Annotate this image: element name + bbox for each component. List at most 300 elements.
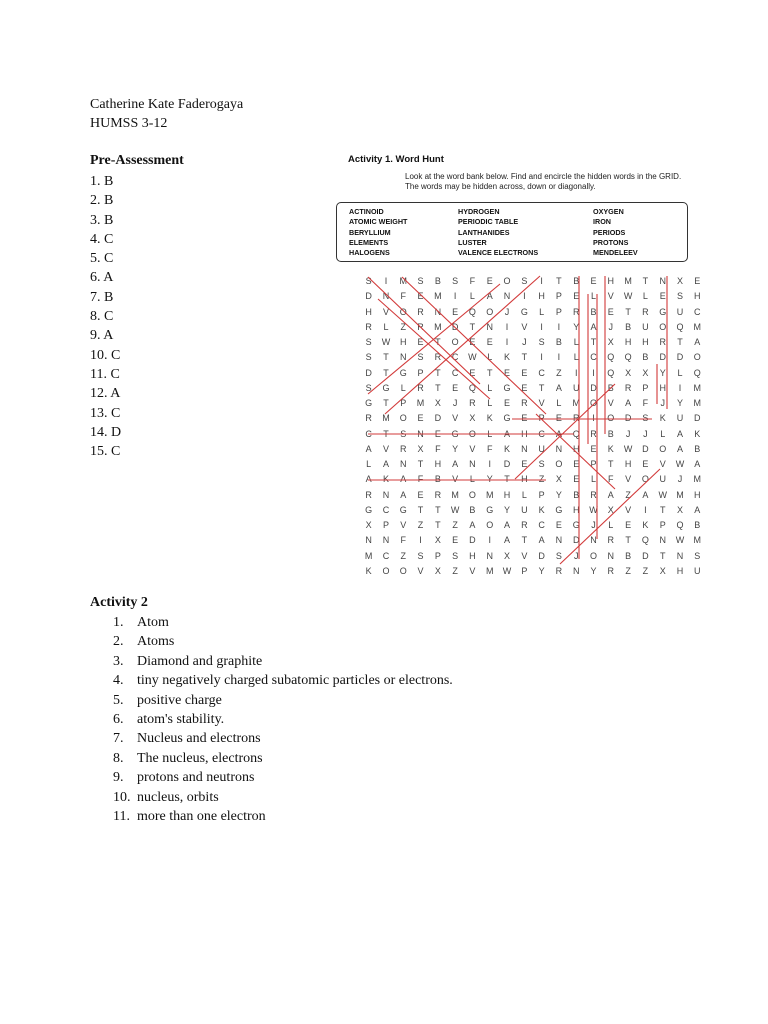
answer-number: 2. (113, 634, 124, 650)
grid-letter: T (504, 474, 510, 485)
grid-letter: E (469, 367, 476, 378)
grid-letter: G (365, 504, 373, 515)
grid-letter: W (675, 535, 685, 546)
word-bank-word: IRON (593, 217, 611, 227)
grid-letter: X (504, 550, 511, 561)
grid-letter: M (572, 398, 580, 408)
grid-letter: M (364, 550, 373, 561)
activity1-title: Activity 1. Word Hunt (348, 154, 444, 165)
grid-letter: O (399, 306, 407, 317)
grid-letter: E (417, 413, 424, 424)
grid-letter: S (452, 276, 459, 286)
word-bank-word: PERIODIC TABLE (458, 217, 519, 227)
grid-letter: V (469, 443, 476, 454)
grid-letter: S (417, 550, 424, 561)
grid-letter: F (435, 443, 441, 454)
grid-letter: I (384, 276, 388, 286)
grid-letter: L (487, 428, 493, 439)
grid-letter: B (590, 306, 597, 317)
grid-letter: G (365, 398, 373, 408)
grid-letter: V (469, 565, 476, 576)
grid-letter: E (659, 291, 666, 302)
word-bank-word: HYDROGEN (458, 207, 500, 216)
grid-letter: X (434, 398, 441, 408)
grid-letter: I (540, 321, 543, 332)
grid-letter: B (625, 321, 632, 332)
grid-letter: M (693, 382, 702, 393)
grid-letter: X (625, 367, 632, 378)
grid-letter: T (417, 504, 424, 515)
grid-letter: P (659, 520, 666, 530)
answer-text: more than one electron (137, 809, 266, 825)
grid-letter: J (504, 306, 510, 317)
grid-letter: E (590, 276, 597, 286)
grid-letter: S (694, 550, 701, 561)
strike-line (536, 414, 615, 489)
grid-letter: X (607, 337, 614, 347)
grid-letter: O (451, 337, 459, 347)
grid-letter: G (503, 382, 511, 393)
grid-letter: A (365, 474, 372, 485)
answer-item (113, 749, 453, 768)
grid-letter: N (486, 321, 493, 332)
grid-letter: T (659, 504, 666, 515)
word-bank-column (349, 207, 407, 258)
letter-grid (360, 274, 706, 579)
grid-letter: P (555, 291, 562, 302)
grid-letter: H (538, 291, 545, 302)
grid-letter: N (434, 306, 442, 317)
grid-letter: F (417, 474, 424, 485)
grid-letter: E (555, 413, 562, 424)
grid-letter: X (434, 565, 441, 576)
answer-item: 3. B (90, 212, 114, 228)
grid-letter: E (452, 382, 459, 393)
grid-letter: I (592, 413, 595, 424)
grid-letter: O (399, 565, 407, 576)
grid-letter: A (676, 443, 683, 454)
grid-letter: A (625, 398, 632, 408)
grid-letter: H (434, 459, 442, 469)
grid-letter: V (607, 398, 614, 408)
answer-number: 1. (113, 615, 124, 630)
grid-letter: G (399, 367, 407, 378)
grid-letter: I (505, 321, 509, 332)
grid-letter: P (521, 565, 528, 576)
grid-letter: A (694, 459, 701, 469)
grid-letter: H (694, 489, 701, 500)
grid-letter: C (382, 504, 390, 515)
grid-letter: E (452, 306, 459, 317)
grid-letter: K (365, 565, 372, 576)
grid-letter: Q (607, 367, 615, 378)
word-bank-word: ELEMENTS (349, 237, 389, 247)
answer-item: 2. B (90, 193, 114, 209)
answer-item: 12. A (90, 386, 121, 402)
grid-letter: R (469, 398, 476, 408)
grid-letter: W (589, 504, 598, 515)
answer-item (113, 671, 453, 690)
grid-letter: N (590, 535, 597, 546)
grid-letter: R (521, 520, 528, 530)
strike-line (368, 284, 500, 394)
grid-letter: N (399, 459, 407, 469)
grid-letter: Y (659, 367, 666, 378)
grid-letter: G (382, 382, 390, 393)
grid-letter: M (451, 489, 459, 500)
grid-letter: N (486, 550, 493, 561)
grid-letter: D (365, 367, 372, 378)
grid-letter: C (694, 306, 701, 317)
grid-letter: M (693, 398, 702, 408)
grid-letter: M (485, 565, 494, 576)
grid-letter: E (417, 337, 424, 347)
grid-letter: K (486, 413, 493, 424)
grid-letter: Y (504, 504, 511, 515)
grid-letter: C (382, 550, 390, 561)
grid-letter: G (486, 504, 494, 515)
grid-letter: T (625, 306, 631, 317)
grid-letter: S (400, 428, 407, 439)
grid-letter: E (521, 382, 528, 393)
grid-letter: W (502, 565, 512, 576)
grid-letter: Y (538, 565, 545, 576)
grid-letter: E (521, 459, 528, 469)
grid-letter: N (382, 535, 390, 546)
answer-number: 9. (113, 770, 124, 786)
grid-letter: G (520, 306, 528, 317)
answer-number: 5. (113, 692, 124, 708)
grid-letter: B (694, 443, 701, 454)
grid-letter: U (538, 443, 545, 454)
pre-assessment-answers (90, 172, 184, 461)
grid-letter: H (503, 489, 511, 500)
grid-letter: A (469, 520, 476, 530)
grid-letter: O (590, 550, 598, 561)
grid-letter: L (608, 520, 614, 530)
answer-item: 10. C (90, 347, 121, 363)
grid-letter: F (400, 535, 406, 546)
grid-letter: Y (590, 565, 597, 576)
answer-item: 15. C (90, 444, 121, 460)
grid-letter: E (694, 276, 701, 286)
grid-letter: X (676, 504, 683, 515)
grid-letter: F (486, 443, 493, 454)
grid-letter: Z (642, 565, 649, 576)
grid-letter: B (573, 276, 580, 286)
grid-letter: D (503, 459, 511, 469)
grid-letter: K (694, 428, 701, 439)
grid-letter: E (625, 520, 632, 530)
grid-letter: E (573, 474, 580, 485)
pre-assessment-title: Pre-Assessment (90, 153, 184, 168)
grid-letter: O (399, 413, 407, 424)
grid-letter: W (623, 291, 633, 302)
grid-letter: A (400, 489, 407, 500)
grid-letter: X (676, 276, 683, 286)
grid-letter: S (676, 291, 683, 302)
grid-letter: A (538, 535, 545, 546)
grid-letter: O (693, 352, 701, 363)
grid-letter: G (572, 520, 580, 530)
word-bank-word: LUSTER (458, 237, 487, 247)
grid-letter: Q (468, 306, 476, 317)
grid-letter: X (417, 443, 424, 454)
grid-letter: C (451, 367, 459, 378)
grid-letter: T (435, 337, 441, 347)
grid-letter: K (659, 413, 666, 424)
grid-letter: I (523, 291, 526, 302)
grid-letter: R (417, 382, 424, 393)
grid-letter: E (452, 535, 459, 546)
grid-letter: O (382, 565, 390, 576)
answer-item: 13. C (90, 405, 121, 421)
grid-letter: I (644, 504, 647, 515)
grid-letter: F (400, 291, 406, 302)
grid-letter: W (623, 443, 633, 454)
grid-letter: W (381, 337, 391, 347)
grid-letter: V (521, 321, 528, 332)
grid-letter: U (642, 321, 649, 332)
answer-item: 6. A (90, 270, 114, 286)
grid-letter: I (453, 291, 457, 302)
answer-item (113, 788, 453, 807)
grid-letter: T (486, 367, 493, 378)
grid-letter: C (538, 367, 545, 378)
grid-letter: H (624, 459, 632, 469)
grid-letter: G (399, 504, 407, 515)
grid-letter: H (572, 443, 580, 454)
grid-letter: Z (452, 520, 458, 530)
grid-letter: O (486, 306, 494, 317)
grid-letter: H (521, 474, 528, 485)
grid-letter: Y (573, 321, 580, 332)
grid-letter: J (608, 321, 614, 332)
answer-item (113, 691, 453, 710)
grid-letter: V (538, 398, 545, 408)
grid-letter: B (642, 352, 649, 363)
grid-letter: S (365, 337, 372, 347)
grid-letter: P (434, 550, 441, 561)
answer-item (113, 710, 453, 729)
grid-letter: R (624, 382, 632, 393)
answer-item: 8. C (90, 309, 114, 325)
answer-item (113, 652, 453, 671)
grid-letter: S (538, 337, 545, 347)
grid-letter: S (452, 550, 459, 561)
grid-letter: D (642, 550, 649, 561)
grid-letter: J (591, 520, 596, 530)
grid-letter: P (382, 520, 389, 530)
grid-letter: Y (486, 474, 493, 485)
grid-letter: D (451, 321, 459, 332)
grid-letter: J (643, 428, 648, 439)
grid-letter: Z (556, 367, 562, 378)
word-bank-column (593, 207, 638, 258)
answer-number: 4. (113, 673, 124, 689)
grid-letter: D (642, 443, 649, 454)
grid-letter: R (590, 428, 597, 439)
word-bank-word: OXYGEN (593, 207, 624, 216)
grid-letter: N (659, 535, 666, 546)
grid-letter: Y (452, 443, 459, 454)
grid-letter: Z (400, 321, 406, 332)
answer-text: Nucleus and electrons (137, 731, 261, 747)
grid-letter: J (573, 550, 579, 561)
answer-text: Atoms (137, 634, 175, 650)
grid-letter: T (677, 337, 683, 347)
grid-letter: D (659, 352, 666, 363)
grid-letter: K (382, 474, 389, 485)
grid-letter: A (676, 428, 683, 439)
grid-letter: R (399, 443, 407, 454)
grid-letter: R (417, 306, 424, 317)
grid-letter: E (573, 291, 580, 302)
grid-letter: D (469, 535, 476, 546)
answer-text: atom's stability. (137, 712, 225, 728)
grid-letter: V (659, 459, 666, 469)
grid-letter: W (450, 504, 460, 515)
grid-letter: V (382, 443, 389, 454)
grid-letter: T (521, 352, 528, 363)
answer-item (113, 807, 453, 826)
grid-letter: B (555, 337, 562, 347)
grid-letter: N (521, 443, 528, 454)
grid-letter: B (434, 276, 441, 286)
grid-letter: A (504, 428, 511, 439)
word-bank-word: BERYLLIUM (349, 227, 391, 237)
grid-letter: H (365, 306, 372, 317)
grid-letter: R (590, 489, 597, 500)
grid-letter: S (417, 352, 424, 363)
answer-item: 5. C (90, 251, 114, 267)
grid-letter: L (677, 367, 683, 378)
word-bank-word: ATOMIC WEIGHT (349, 217, 408, 227)
grid-letter: Z (625, 489, 631, 500)
grid-letter: C (538, 428, 545, 439)
grid-letter: L (469, 291, 475, 302)
grid-letter: H (521, 428, 528, 439)
grid-letter: N (555, 443, 563, 454)
grid-letter: Q (641, 535, 649, 546)
grid-letter: V (382, 306, 389, 317)
grid-letter: D (676, 352, 684, 363)
grid-letter: H (624, 337, 632, 347)
grid-letter: Z (625, 565, 631, 576)
student-header (90, 95, 243, 133)
grid-letter: F (608, 474, 614, 485)
grid-letter: O (486, 520, 494, 530)
grid-letter: A (607, 489, 614, 500)
grid-letter: M (399, 276, 407, 286)
grid-letter: N (382, 291, 390, 302)
grid-letter: H (676, 565, 684, 576)
pre-assessment-section (90, 152, 184, 461)
grid-letter: A (504, 535, 511, 546)
grid-letter: Q (676, 321, 684, 332)
grid-letter: I (540, 352, 543, 363)
activity2-answers (90, 613, 453, 826)
grid-letter: T (435, 382, 441, 393)
answer-text: Diamond and graphite (137, 653, 263, 669)
grid-letter: O (468, 489, 476, 500)
grid-letter: C (451, 352, 459, 363)
grid-letter: A (555, 382, 562, 393)
grid-letter: M (434, 291, 442, 302)
grid-letter: N (503, 291, 511, 302)
grid-letter: H (469, 550, 476, 561)
grid-letter: I (419, 535, 422, 546)
answer-item (113, 768, 453, 787)
grid-letter: A (486, 291, 493, 302)
grid-letter: S (365, 352, 372, 363)
grid-letter: B (573, 489, 580, 500)
grid-letter: J (522, 337, 527, 347)
grid-letter: T (383, 398, 389, 408)
grid-letter: P (538, 413, 545, 424)
grid-letter: N (365, 535, 372, 546)
grid-letter: R (555, 565, 563, 576)
grid-letter: I (488, 535, 491, 546)
grid-letter: H (572, 504, 580, 515)
strike-line (368, 277, 480, 384)
grid-letter: P (590, 459, 597, 469)
grid-letter: P (555, 306, 562, 317)
grid-letter: Y (676, 398, 683, 408)
grid-letter: T (435, 504, 441, 515)
grid-letter: B (434, 474, 441, 485)
answer-text: Atom (137, 615, 169, 630)
grid-letter: R (417, 321, 424, 332)
grid-letter: E (486, 337, 493, 347)
grid-letter: L (591, 474, 597, 485)
answer-number: 11. (113, 809, 130, 825)
grid-letter: R (365, 489, 372, 500)
word-bank-column (458, 207, 538, 258)
grid-letter: U (676, 306, 684, 317)
grid-letter: K (642, 520, 649, 530)
grid-letter: E (642, 459, 649, 469)
grid-letter: T (642, 276, 649, 286)
grid-letter: X (555, 474, 562, 485)
grid-letter: T (590, 337, 597, 347)
grid-letter: S (417, 276, 424, 286)
grid-letter: E (607, 306, 614, 317)
grid-letter: V (452, 474, 459, 485)
grid-letter: T (521, 535, 528, 546)
grid-letter: Z (538, 474, 545, 485)
student-name: Catherine Kate Faderogaya (90, 97, 244, 112)
answer-number: 7. (113, 731, 124, 747)
answer-number: 3. (113, 653, 124, 669)
grid-letter: M (416, 398, 425, 408)
grid-letter: M (382, 413, 390, 424)
grid-letter: X (469, 413, 476, 424)
grid-letter: H (659, 382, 666, 393)
grid-letter: D (572, 535, 580, 546)
grid-letter: Q (607, 352, 615, 363)
grid-letter: O (607, 413, 615, 424)
grid-letter: I (488, 459, 491, 469)
strike-line (560, 469, 660, 564)
grid-letter: T (383, 352, 389, 363)
grid-letter: M (693, 321, 702, 332)
grid-letter: A (400, 474, 407, 485)
answer-text: nucleus, orbits (137, 789, 219, 805)
grid-letter: A (452, 459, 459, 469)
grid-letter: U (659, 474, 666, 485)
grid-letter: L (487, 398, 493, 408)
